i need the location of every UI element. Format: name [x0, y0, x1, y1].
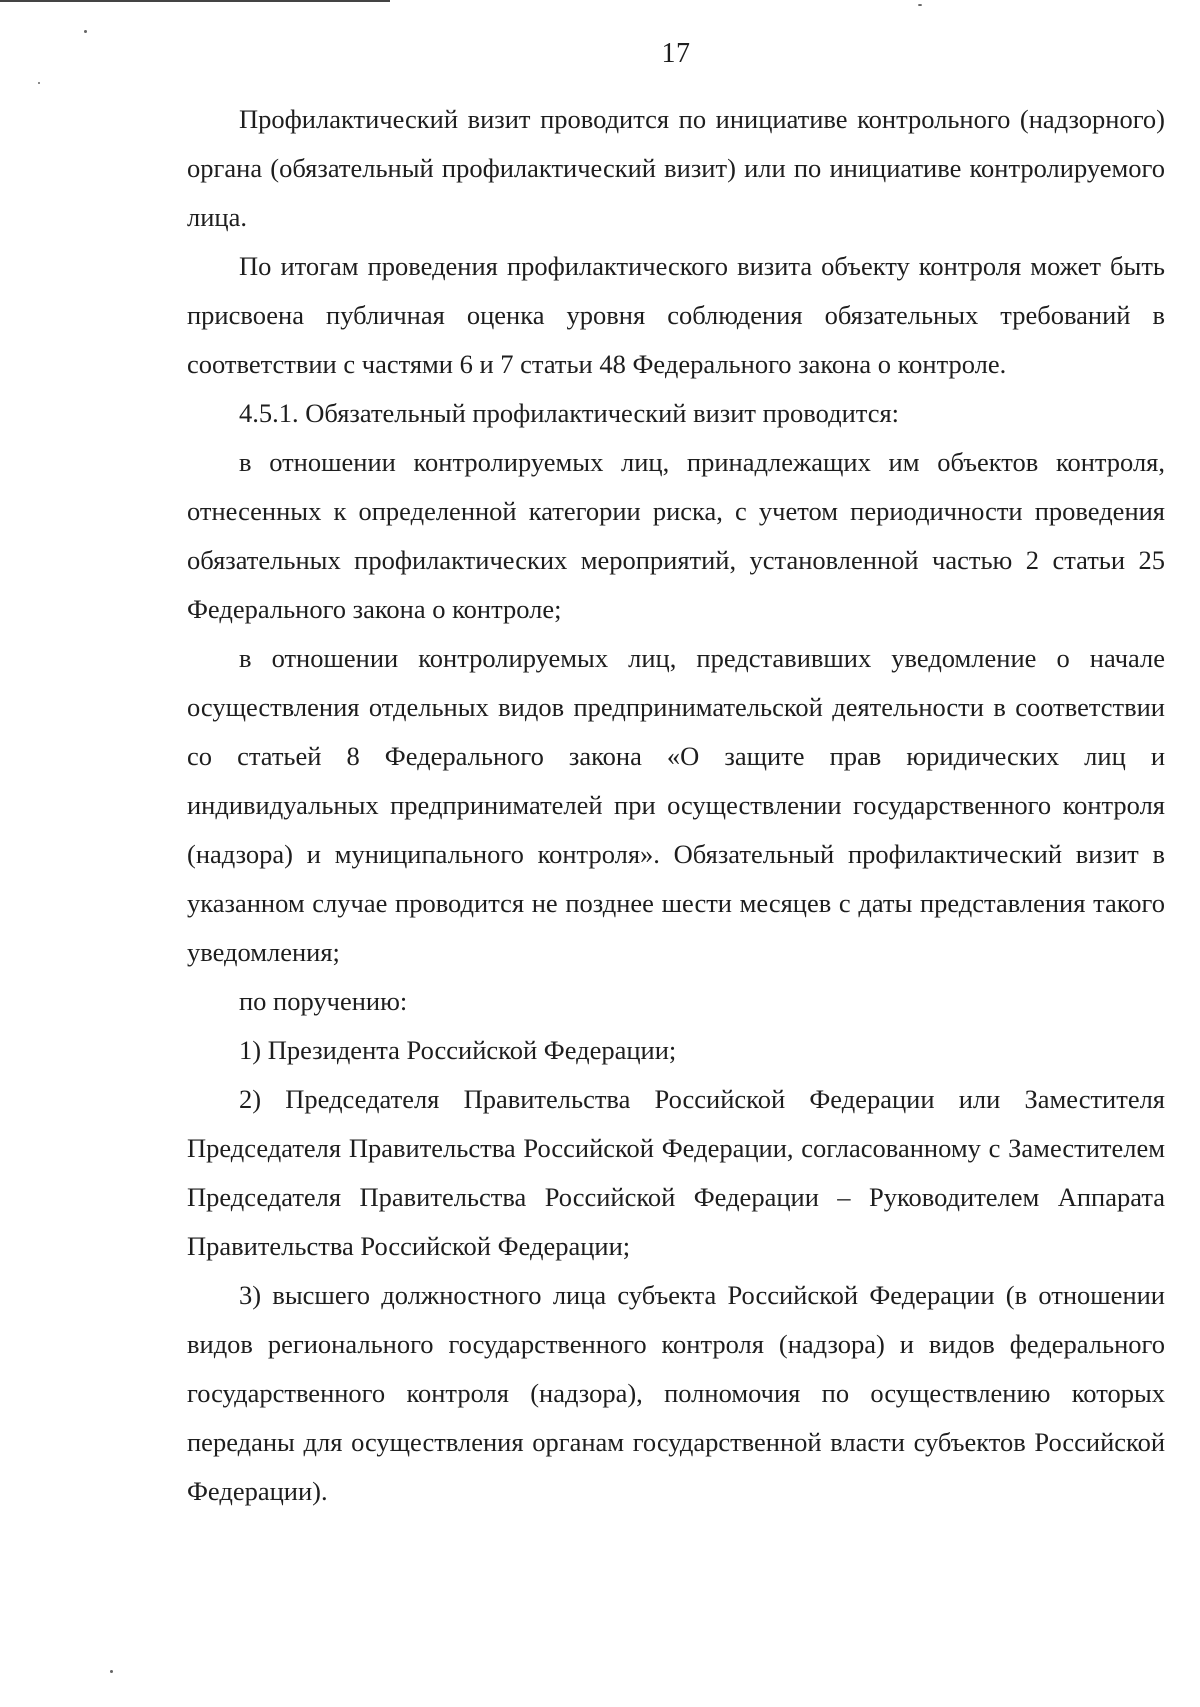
- scan-speck: [84, 30, 87, 33]
- paragraph-heading: 4.5.1. Обязательный профилактический визит проводится:: [239, 398, 900, 428]
- paragraph: Профилактический визит проводится по инициативе контрольного (надзорного) органа (обязательный профилактический визит) или по инициативе контролируемого лица.: [187, 104, 1165, 232]
- list-item: 2) Председателя Правительства Российской Федерации или Заместителя Председателя Правительства Российской Федерации, согласованному с Заместителем Председателя Правительства Российской Федерации – Руководителем Аппарата Правительства Российской Федерации;: [187, 1084, 1165, 1261]
- document-body: [187, 95, 1165, 1516]
- list-item: 1) Президента Российской Федерации;: [239, 1035, 677, 1065]
- list-item: 3) высшего должностного лица субъекта Российской Федерации (в отношении видов регионального государственного контроля (надзора) и видов федерального государственного контроля (надзора), полномочия по осуществлению которых переданы для осуществления органам государственной власти субъектов Российской Федерации).: [187, 1280, 1165, 1506]
- paragraph: по поручению:: [239, 986, 408, 1016]
- scan-speck: [38, 82, 40, 84]
- scan-edge-line: [0, 0, 390, 2]
- scan-speck: [918, 4, 922, 6]
- scan-speck: [110, 1670, 113, 1673]
- paragraph: в отношении контролируемых лиц, принадлежащих им объектов контроля, отнесенных к определенной категории риска, с учетом периодичности проведения обязательных профилактических мероприятий, установленной частью 2 статьи 25 Федерального закона о контроле;: [187, 447, 1165, 624]
- page-number: 17: [661, 38, 691, 69]
- paragraph: в отношении контролируемых лиц, представивших уведомление о начале осуществления отдельных видов предпринимательской деятельности в соответствии со статьей 8 Федерального закона «О защите прав юридических лиц и индивидуальных предпринимателей при осуществлении государственного контроля (надзора) и муниципального контроля». Обязательный профилактический визит в указанном случае проводится не позднее шести месяцев с даты представления такого уведомления;: [187, 643, 1165, 967]
- paragraph: По итогам проведения профилактического визита объекту контроля может быть присвоена публичная оценка уровня соблюдения обязательных требований в соответствии с частями 6 и 7 статьи 48 Федерального закона о контроле.: [187, 251, 1165, 379]
